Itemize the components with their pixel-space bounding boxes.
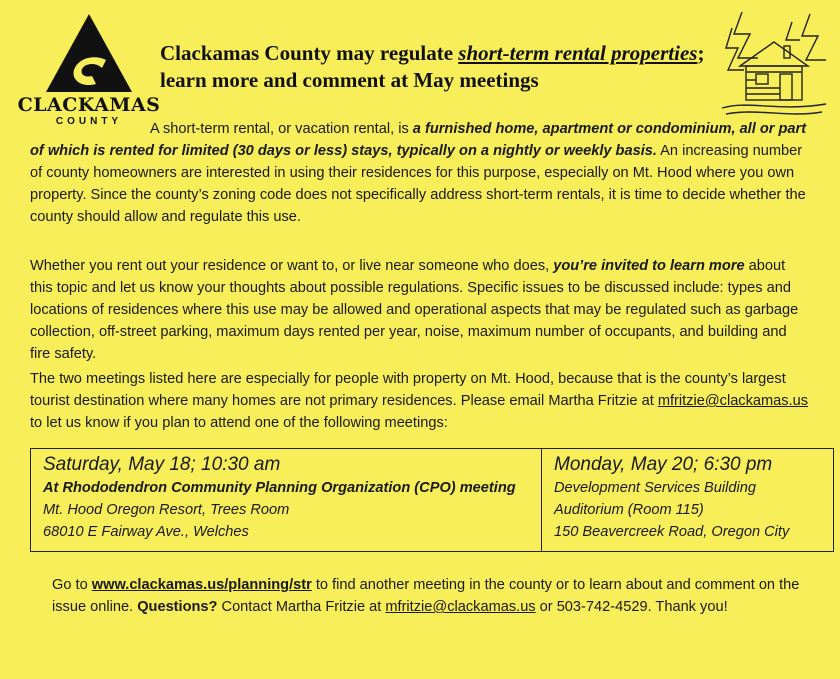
paragraph1-definition: a furnished home, apartment or condominium, all or part of which is rented for limited (30 days or less) stays, typically on a nightly or weekly basis. [30,121,807,159]
meeting-address: 68010 E Fairway Ave., Welches [43,524,249,540]
meeting-place: Mt. Hood Oregon Resort, Trees Room [43,502,290,518]
paragraph2-intro: Whether you rent out your residence or want to, or live near someone who does, [30,258,554,274]
headline-line2: learn more and comment at May meetings [160,68,539,92]
paragraph2-invite: you’re invited to learn more [553,258,745,274]
cabin-illustration-icon [718,8,830,120]
meeting-monday [542,449,833,551]
paragraph3-rest: to let us know if you plan to attend one of the following meetings: [30,415,448,431]
meeting-title: Development Services Building [554,480,756,496]
county-logo [10,8,160,126]
meeting-when: Monday, May 20; 6:30 pm [554,454,773,475]
paragraph3-intro: The two meetings listed here are especially for people with property on Mt. Hood, because that is the county’s largest tourist destination where many homes are not primary residences. Please email Martha Fritzie at [30,371,786,409]
paragraph1-rest: An increasing number of county homeowners are interested in using their residences for this purpose, especially on Mt. Hood where you own property. Since the county’s zoning code does not specifically address short-term rentals, it is time to decide whether the county should allow and regulate this use. [30,143,806,225]
footer-contact [52,574,822,618]
logo-county: COUNTY [55,116,123,127]
paragraph1-intro: A short-term rental, or vacation rental, is [150,121,413,137]
meetings-table [30,448,834,552]
meeting-place: Auditorium (Room 115) [554,502,704,518]
footer-email-link[interactable]: mfritzie@clackamas.us [385,599,536,615]
meeting-address: 150 Beavercreek Road, Oregon City [554,524,790,540]
email-link[interactable]: mfritzie@clackamas.us [657,393,809,409]
footer-contact-text: Contact Martha Fritzie at [217,599,386,615]
mountain-logo-icon [44,12,134,94]
paragraph-definition [30,118,810,228]
headline-topic: short-term rental properties [458,41,698,65]
footer-go-to: Go to [52,577,92,593]
footer-phone-thanks: or 503-742-4529. Thank you! [535,599,728,615]
meeting-saturday [31,449,542,551]
footer-questions: Questions? [137,599,218,615]
headline-suffix: ; [697,41,705,65]
paragraph-meetings-intro [30,368,810,434]
headline [160,40,720,94]
headline-prefix: Clackamas County may regulate [160,41,459,65]
paragraph2-rest: about this topic and let us know your thoughts about possible regulations. Specific issues to be discussed include: types and locations of residences where this use may be allowed and operational aspects that may be regulated such as garbage collection, off-street parking, maximum days rented per year, noise, maximum number of occupants, and building and fire safety. [30,258,799,362]
paragraph-invitation [30,255,810,365]
meeting-title: At Rhododendron Community Planning Organization (CPO) meeting [43,480,516,496]
meeting-when: Saturday, May 18; 10:30 am [43,454,281,475]
logo-name: CLACKAMAS [17,94,161,116]
website-link[interactable]: www.clackamas.us/planning/str [91,577,312,593]
footer-after-url: to find another meeting in the county or to learn about and comment on the issue online. [52,577,800,615]
